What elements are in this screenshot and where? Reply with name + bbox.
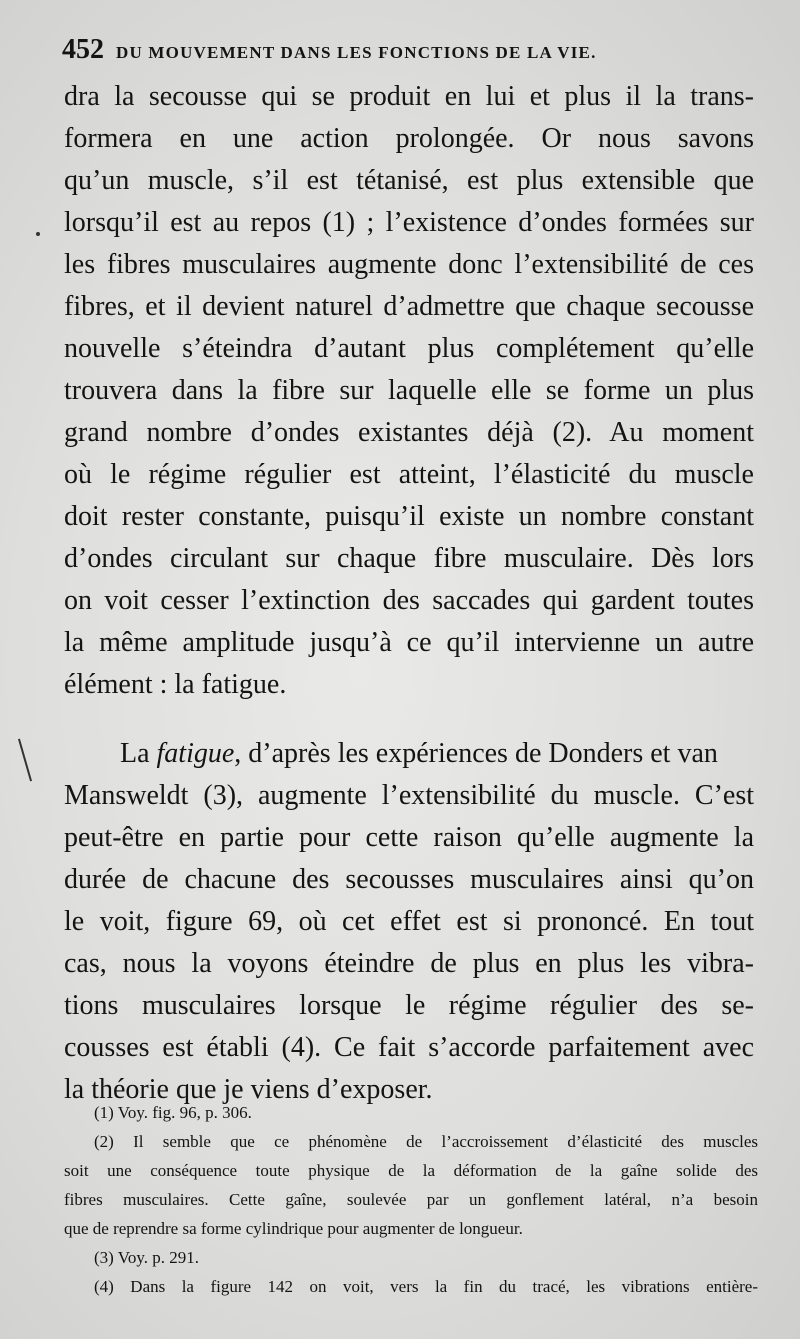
running-title: DU MOUVEMENT DANS LES FONCTIONS DE LA VIE. — [116, 43, 597, 62]
text-line: où le régime régulier est atteint, l’élasticité du muscle — [64, 459, 754, 490]
text-line: le voit, figure 69, où cet effet est si prononcé. En tout — [64, 906, 754, 937]
text-line: cousses est établi (4). Ce fait s’accorde parfaitement avec — [64, 1032, 754, 1063]
footnote-line: que de reprendre sa forme cylindrique pour augmenter de longueur. — [64, 1219, 523, 1238]
paragraph-1 — [64, 76, 754, 706]
text-line: trouvera dans la fibre sur laquelle elle se forme un plus — [64, 375, 754, 406]
text-line: grand nombre d’ondes existantes déjà (2). Au moment — [64, 417, 754, 448]
text-line: nouvelle s’éteindra d’autant plus complétement qu’elle — [64, 333, 754, 364]
text-line: qu’un muscle, s’il est tétanisé, est plus extensible que — [64, 165, 754, 196]
paragraph-2 — [64, 733, 754, 1111]
text-line: peut-être en partie pour cette raison qu’elle augmente la — [64, 822, 754, 853]
body-text — [64, 76, 754, 1111]
text-line: élément : la fatigue. — [64, 669, 287, 700]
paragraph-gap — [64, 706, 754, 733]
text-line: lorsqu’il est au repos (1) ; l’existence d’ondes formées sur — [64, 207, 754, 238]
text-line: d’ondes circulant sur chaque fibre musculaire. Dès lors — [64, 543, 754, 574]
footnote-line: (2) Il semble que ce phénomène de l’accroissement d’élasticité des muscles — [94, 1132, 758, 1151]
text-line-first — [64, 733, 754, 775]
text-line: Mansweldt (3), augmente l’extensibilité du muscle. C’est — [64, 780, 754, 811]
footnote-line: fibres musculaires. Cette gaîne, soulevée par un gonflement latéral, n’a besoin — [64, 1190, 758, 1209]
text-line: les fibres musculaires augmente donc l’extensibilité de ces — [64, 249, 754, 280]
page-number: 452 — [62, 34, 104, 65]
text-line: la théorie que je viens d’exposer. — [64, 1074, 433, 1105]
text-line: on voit cesser l’extinction des saccades qui gardent toutes — [64, 585, 754, 616]
footnote-line: (3) Voy. p. 291. — [94, 1248, 199, 1267]
footnote-line: (1) Voy. fig. 96, p. 306. — [94, 1103, 252, 1122]
page-header — [62, 34, 754, 74]
text-line: formera en une action prolongée. Or nous savons — [64, 123, 754, 154]
text-segment: La — [120, 738, 157, 769]
footnotes — [64, 1098, 758, 1301]
margin-mark — [18, 739, 32, 782]
text-line: cas, nous la voyons éteindre de plus en plus les vibra- — [64, 948, 754, 979]
text-line: durée de chacune des secousses musculaires ainsi qu’on — [64, 864, 754, 895]
text-segment: , d’après les expériences de Donders et van — [234, 738, 718, 769]
text-line: tions musculaires lorsque le régime régulier des se- — [64, 990, 754, 1021]
text-line: fibres, et il devient naturel d’admettre que chaque secousse — [64, 291, 754, 322]
footnote-line: (4) Dans la figure 142 on voit, vers la fin du tracé, les vibrations entière- — [94, 1277, 758, 1296]
text-line: doit rester constante, puisqu’il existe un nombre constant — [64, 501, 754, 532]
text-line: la même amplitude jusqu’à ce qu’il intervienne un autre — [64, 627, 754, 658]
italic-word: fatigue — [156, 738, 235, 769]
footnote-line: soit une conséquence toute physique de la déformation de la gaîne solide des — [64, 1161, 758, 1180]
text-line: dra la secousse qui se produit en lui et plus il la trans- — [64, 81, 754, 112]
margin-mark — [36, 232, 40, 236]
